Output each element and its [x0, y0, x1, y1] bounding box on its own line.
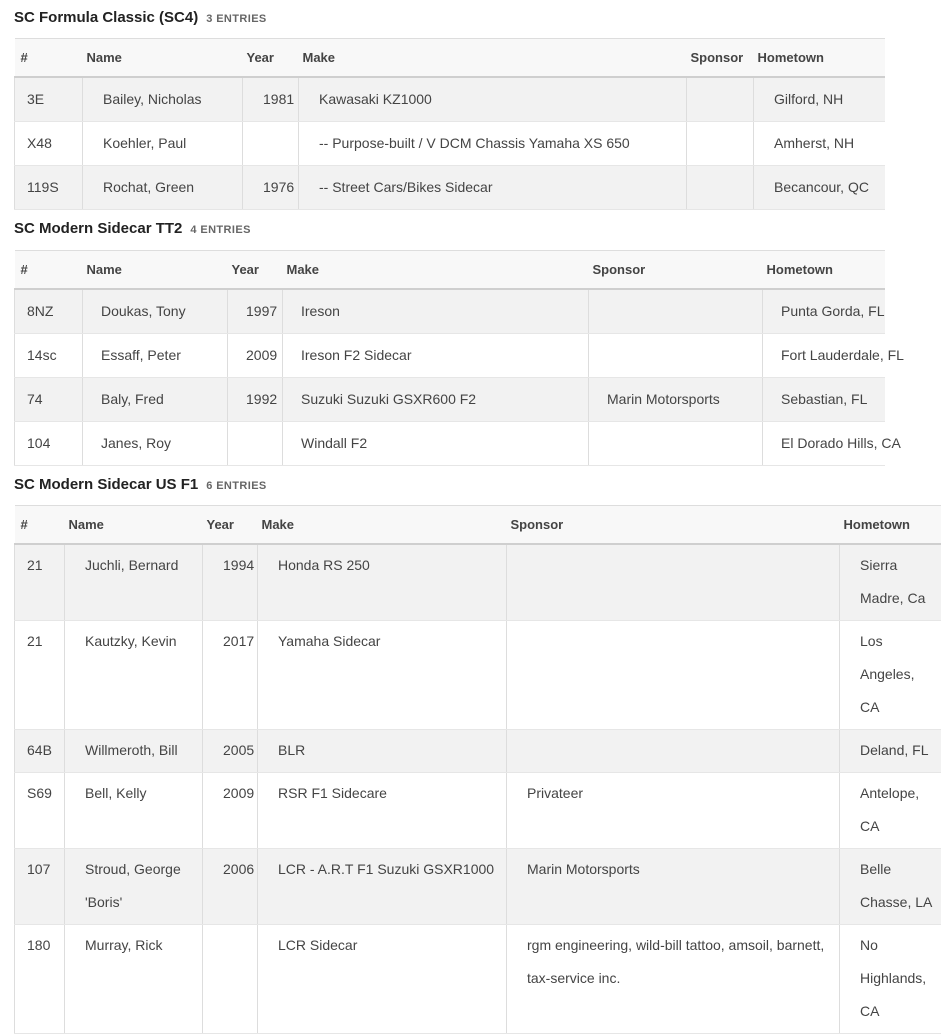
col-header-num[interactable]: # [15, 251, 83, 289]
table-row[interactable] [15, 772, 941, 848]
cell-make: Yamaha Sidecar [258, 620, 507, 729]
col-header-name[interactable]: Name [83, 39, 243, 77]
cell-sponsor [507, 544, 840, 621]
table-row[interactable] [15, 77, 885, 122]
cell-year [243, 121, 299, 165]
cell-hometown: Antelope, CA [840, 772, 941, 848]
table-row[interactable] [15, 289, 885, 334]
table-row[interactable] [15, 165, 885, 209]
cell-year: 1976 [243, 165, 299, 209]
cell-year: 1994 [203, 544, 258, 621]
cell-name: Rochat, Green [83, 165, 243, 209]
cell-sponsor [687, 121, 754, 165]
table-row[interactable] [15, 924, 941, 1033]
cell-num: 107 [15, 848, 65, 924]
cell-hometown: Sierra Madre, Ca [840, 544, 941, 621]
cell-hometown: Becancour, QC [754, 165, 885, 209]
col-header-year[interactable]: Year [228, 251, 283, 289]
cell-year: 2009 [203, 772, 258, 848]
cell-make: Kawasaki KZ1000 [299, 77, 687, 122]
cell-hometown: Fort Lauderdale, FL [763, 333, 885, 377]
cell-make: LCR Sidecar [258, 924, 507, 1033]
cell-hometown: Punta Gorda, FL [763, 289, 885, 334]
table-header-row [15, 39, 885, 77]
table-header-row [15, 506, 941, 544]
entry-count: 4 ENTRIES [190, 224, 251, 236]
cell-year: 2005 [203, 729, 258, 772]
table-row[interactable] [15, 729, 941, 772]
col-header-num[interactable]: # [15, 506, 65, 544]
col-header-make[interactable]: Make [299, 39, 687, 77]
entry-count: 3 ENTRIES [206, 13, 267, 25]
cell-name: Doukas, Tony [83, 289, 228, 334]
cell-name: Janes, Roy [83, 421, 228, 465]
cell-name: Kautzky, Kevin [65, 620, 203, 729]
cell-hometown: No Highlands, CA [840, 924, 941, 1033]
cell-year [228, 421, 283, 465]
cell-year: 2017 [203, 620, 258, 729]
table-row[interactable] [15, 544, 941, 621]
cell-make: BLR [258, 729, 507, 772]
col-header-hometown[interactable]: Hometown [840, 506, 941, 544]
col-header-sponsor[interactable]: Sponsor [589, 251, 763, 289]
cell-num: 14sc [15, 333, 83, 377]
cell-sponsor [507, 729, 840, 772]
cell-name: Baly, Fred [83, 377, 228, 421]
section-title-text: SC Formula Classic (SC4) [14, 9, 199, 26]
col-header-year[interactable]: Year [203, 506, 258, 544]
cell-hometown: Belle Chasse, LA [840, 848, 941, 924]
cell-year: 2006 [203, 848, 258, 924]
cell-hometown: El Dorado Hills, CA [763, 421, 885, 465]
cell-make: RSR F1 Sidecare [258, 772, 507, 848]
cell-name: Willmeroth, Bill [65, 729, 203, 772]
cell-year: 2009 [228, 333, 283, 377]
table-row[interactable] [15, 121, 885, 165]
cell-make: Suzuki Suzuki GSXR600 F2 [283, 377, 589, 421]
cell-year [203, 924, 258, 1033]
entries-table [14, 38, 885, 210]
cell-sponsor [589, 421, 763, 465]
cell-name: Koehler, Paul [83, 121, 243, 165]
table-row[interactable] [15, 377, 885, 421]
entries-table [14, 250, 904, 466]
cell-name: Bell, Kelly [65, 772, 203, 848]
cell-sponsor: rgm engineering, wild-bill tattoo, amsoil, barnett, tax-service inc. [507, 924, 840, 1033]
cell-year: 1992 [228, 377, 283, 421]
cell-num: 3E [15, 77, 83, 122]
cell-name: Murray, Rick [65, 924, 203, 1033]
cell-sponsor [589, 333, 763, 377]
table-row[interactable] [15, 333, 885, 377]
cell-num: 8NZ [15, 289, 83, 334]
cell-make: -- Purpose-built / V DCM Chassis Yamaha XS 650 [299, 121, 687, 165]
cell-num: 64B [15, 729, 65, 772]
col-header-name[interactable]: Name [65, 506, 203, 544]
cell-num: 21 [15, 620, 65, 729]
cell-make: Ireson [283, 289, 589, 334]
cell-make: -- Street Cars/Bikes Sidecar [299, 165, 687, 209]
cell-num: 104 [15, 421, 83, 465]
cell-sponsor [507, 620, 840, 729]
cell-make: LCR - A.R.T F1 Suzuki GSXR1000 [258, 848, 507, 924]
cell-name: Juchli, Bernard [65, 544, 203, 621]
cell-num: 119S [15, 165, 83, 209]
section-title-text: SC Modern Sidecar US F1 [14, 476, 199, 493]
section-title [14, 9, 267, 26]
cell-make: Windall F2 [283, 421, 589, 465]
cell-hometown: Sebastian, FL [763, 377, 885, 421]
col-header-year[interactable]: Year [243, 39, 299, 77]
table-row[interactable] [15, 620, 941, 729]
table-row[interactable] [15, 848, 941, 924]
col-header-sponsor[interactable]: Sponsor [687, 39, 754, 77]
cell-hometown: Deland, FL [840, 729, 941, 772]
col-header-num[interactable]: # [15, 39, 83, 77]
cell-num: S69 [15, 772, 65, 848]
col-header-name[interactable]: Name [83, 251, 228, 289]
cell-make: Honda RS 250 [258, 544, 507, 621]
cell-sponsor: Marin Motorsports [589, 377, 763, 421]
section-title [14, 476, 267, 493]
cell-year: 1981 [243, 77, 299, 122]
cell-num: 21 [15, 544, 65, 621]
table-header-row [15, 251, 885, 289]
entries-table [14, 505, 941, 1034]
col-header-sponsor[interactable]: Sponsor [507, 506, 840, 544]
cell-sponsor: Privateer [507, 772, 840, 848]
col-header-hometown[interactable]: Hometown [754, 39, 885, 77]
cell-hometown: Amherst, NH [754, 121, 885, 165]
col-header-make[interactable]: Make [258, 506, 507, 544]
cell-year: 1997 [228, 289, 283, 334]
col-header-make[interactable]: Make [283, 251, 589, 289]
cell-name: Stroud, George 'Boris' [65, 848, 203, 924]
entry-count: 6 ENTRIES [206, 480, 267, 492]
cell-name: Bailey, Nicholas [83, 77, 243, 122]
cell-num: X48 [15, 121, 83, 165]
table-row[interactable] [15, 421, 885, 465]
cell-hometown: Gilford, NH [754, 77, 885, 122]
cell-num: 180 [15, 924, 65, 1033]
section-title [14, 220, 251, 237]
section-title-text: SC Modern Sidecar TT2 [14, 220, 183, 237]
col-header-hometown[interactable]: Hometown [763, 251, 885, 289]
cell-make: Ireson F2 Sidecar [283, 333, 589, 377]
cell-sponsor [589, 289, 763, 334]
cell-hometown: Los Angeles, CA [840, 620, 941, 729]
cell-sponsor: Marin Motorsports [507, 848, 840, 924]
cell-name: Essaff, Peter [83, 333, 228, 377]
cell-num: 74 [15, 377, 83, 421]
cell-sponsor [687, 165, 754, 209]
cell-sponsor [687, 77, 754, 122]
